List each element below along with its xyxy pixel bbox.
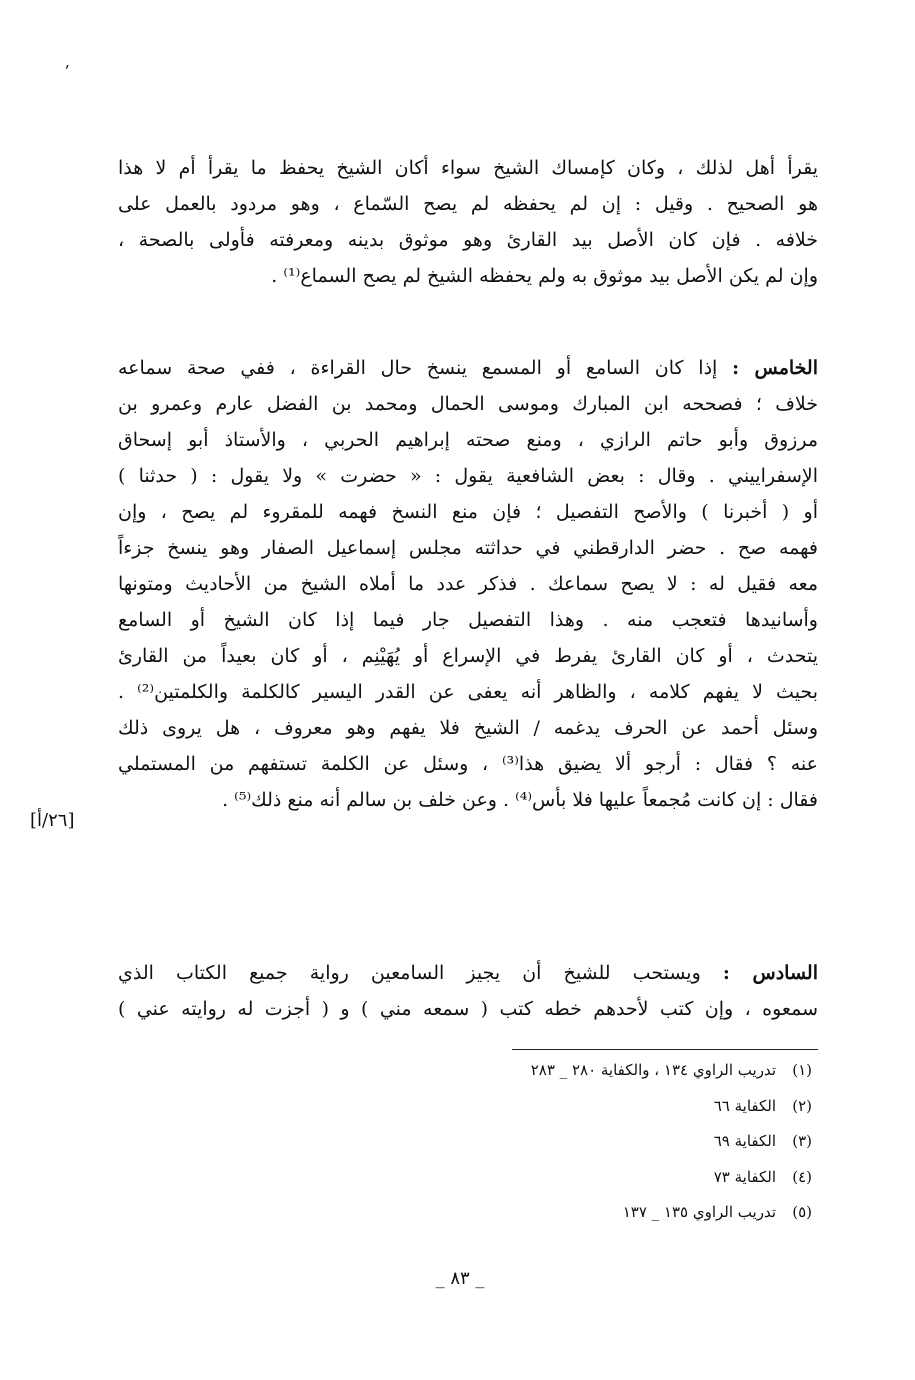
text-line: فقال : إن كانت مُجمعاً عليها فلا بأس⁽⁴⁾ . وعن خلف بن سالم أنه منع ذلك⁽⁵⁾ . — [222, 789, 818, 811]
page-number: _ ٨٣ _ — [435, 1268, 485, 1289]
text-line: خلافه . فإن كان الأصل بيد القارئ وهو موثوق بدينه ومعرفته فأولى بالصحة ، — [118, 229, 818, 251]
footnote-text: تدريب الراوي ١٣٥ _ ١٣٧ — [622, 1203, 776, 1221]
footnote-divider — [512, 1049, 818, 1050]
footnotes — [400, 1058, 812, 1236]
footnote-number: (٥) — [792, 1203, 812, 1221]
text-line: خلاف ؛ فصححه ابن المبارك وموسى الحمال ومحمد بن الفضل عارم وعمرو بن — [118, 393, 818, 415]
section-keyword: السادس : — [722, 962, 818, 984]
footnote-text: الكفاية ٦٩ — [713, 1132, 776, 1150]
text-line: معه فقيل له : لا يصح سماعك . فذكر عدد ما أملاه الشيخ من الأحاديث ومتونها — [118, 573, 818, 595]
text-line: هو الصحيح . وقيل : إن لم يحفظه لم يصح السّماع ، وهو مردود بالعمل على — [118, 193, 818, 215]
paragraph-2 — [118, 350, 818, 818]
text-line — [118, 350, 818, 386]
text-line: يتحدث ، أو كان القارئ يفرط في الإسراع أو يُهَيْنِم ، أو كان بعيداً من القارئ — [118, 645, 818, 667]
stray-mark: ʼ — [64, 62, 70, 81]
text-segment: ويستحب للشيخ أن يجيز السامعين رواية جميع الكتاب الذي — [118, 962, 701, 984]
text-line — [118, 955, 818, 991]
footnote-text: الكفاية ٦٦ — [713, 1096, 776, 1115]
footnote — [400, 1094, 812, 1130]
text-line: مرزوق وأبو حاتم الرازي ، ومنع صحته إبراهيم الحربي ، والأستاذ أبو إسحاق — [118, 429, 818, 451]
footnote — [400, 1129, 812, 1165]
footnote — [400, 1058, 812, 1094]
paragraph-3 — [118, 955, 818, 1027]
footnote — [400, 1200, 812, 1236]
margin-manuscript-ref: [٢٦/أ] — [30, 810, 75, 831]
footnote-text: الكفاية ٧٣ — [713, 1167, 776, 1186]
text-segment: إذا كان السامع أو المسمع ينسخ حال القراءة ، ففي صحة سماعه — [118, 357, 718, 379]
text-line: وسئل أحمد عن الحرف يدغمه / الشيخ فلا يفهم وهو معروف ، هل يروى ذلك — [118, 717, 818, 739]
text-line: أو ( أخبرنا ) والأصح التفصيل ؛ فإن منع النسخ فهمه للمقروء لم يصح ، وإن — [118, 501, 818, 523]
text-line: فهمه صح . حضر الدارقطني في حداثته مجلس إسماعيل الصفار وهو ينسخ جزءاً — [118, 537, 818, 559]
section-keyword: الخامس : — [732, 357, 818, 379]
text-line: يقرأ أهل لذلك ، وكان كإمساك الشيخ سواء أكان الشيخ يحفظ ما يقرأ أم لا هذا — [118, 157, 818, 179]
footnote-text: تدريب الراوي ١٣٤ ، والكفاية ٢٨٠ _ ٢٨٣ — [530, 1061, 776, 1079]
paragraph-1 — [118, 150, 818, 294]
text-line: سمعوه ، وإن كتب لأحدهم خطه كتب ( سمعه مني ) و ( أجزت له روايته عني ) — [118, 998, 818, 1020]
footnote — [400, 1165, 812, 1201]
footnote-number: (٢) — [792, 1096, 812, 1115]
footnote-number: (١) — [792, 1061, 812, 1079]
text-line: عنه ؟ فقال : أرجو ألا يضيق هذا⁽³⁾ ، وسئل عن الكلمة تستفهم من المستملي — [118, 753, 818, 775]
text-line: الإسفراييني . وقال : بعض الشافعية يقول : « حضرت » ولا يقول : ( حدثنا ) — [118, 465, 818, 487]
footnote-number: (٣) — [792, 1132, 812, 1150]
text-line: وأسانيدها فتعجب منه . وهذا التفصيل جار فيما إذا كان الشيخ أو السامع — [118, 609, 818, 631]
footnote-number: (٤) — [792, 1167, 812, 1186]
text-line: بحيث لا يفهم كلامه ، والظاهر أنه يعفى عن القدر اليسير كالكلمة والكلمتين⁽²⁾ . — [118, 681, 818, 703]
text-line: وإن لم يكن الأصل بيد موثوق به ولم يحفظه الشيخ لم يصح السماع⁽¹⁾ . — [271, 265, 818, 287]
